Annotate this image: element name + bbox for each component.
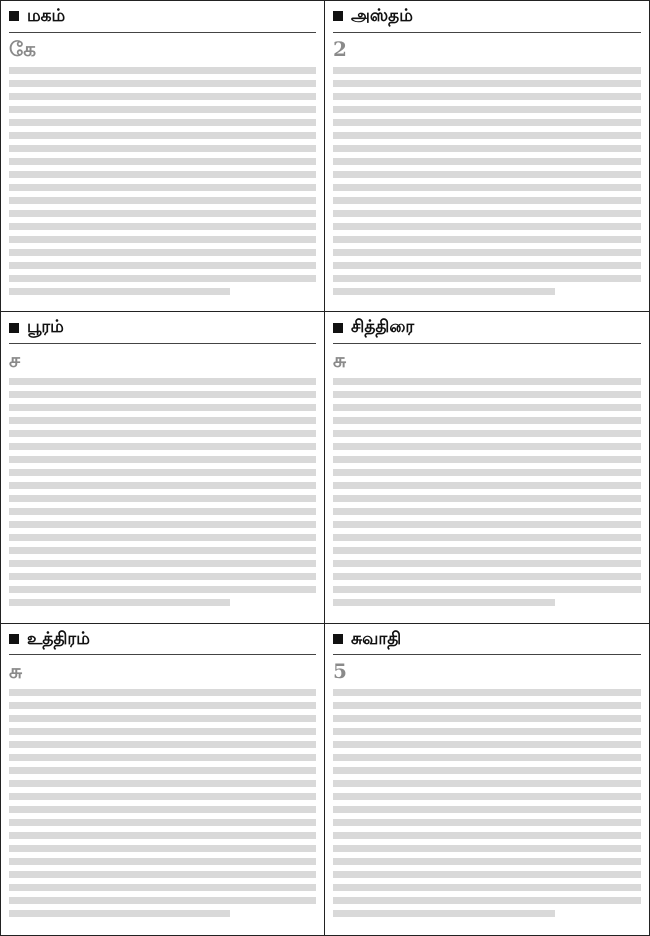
body-text-placeholder: [333, 689, 641, 917]
section-title: உத்திரம்: [27, 628, 90, 649]
section-body: [9, 350, 316, 606]
body-text-placeholder: [9, 67, 316, 295]
section-heading: [333, 318, 641, 337]
drop-cap: 5: [333, 659, 347, 684]
heading-rule: [333, 343, 641, 344]
section-body: [9, 36, 316, 295]
section-body: [333, 661, 641, 917]
section-title: மகம்: [27, 6, 66, 26]
heading-rule: [9, 343, 316, 344]
drop-cap: ச: [9, 348, 21, 373]
section-body: [333, 36, 641, 295]
body-text-placeholder: [333, 67, 641, 295]
bullet-square-icon: [9, 11, 19, 21]
body-text-placeholder: [9, 378, 316, 606]
drop-cap: சு: [333, 348, 347, 373]
heading-rule: [9, 32, 316, 33]
section-pooram: [1, 312, 325, 623]
section-body: [9, 661, 316, 917]
section-heading: [9, 318, 316, 337]
section-title: சித்திரை: [351, 317, 415, 338]
heading-rule: [333, 32, 641, 33]
bullet-square-icon: [333, 634, 343, 644]
body-text-placeholder: [9, 689, 316, 917]
section-magam: [1, 1, 325, 312]
section-title: சுவாதி: [351, 628, 402, 649]
section-heading: [333, 630, 641, 649]
section-astham: [325, 1, 649, 312]
section-body: [333, 350, 641, 606]
section-swathi: [325, 624, 649, 935]
section-title: பூரம்: [27, 317, 64, 338]
drop-cap: 2: [333, 36, 347, 61]
body-text-placeholder: [333, 378, 641, 606]
section-chithirai: [325, 312, 649, 623]
bullet-square-icon: [333, 323, 343, 333]
bullet-square-icon: [9, 323, 19, 333]
heading-rule: [333, 654, 641, 655]
section-title: அஸ்தம்: [351, 6, 413, 26]
bullet-square-icon: [9, 634, 19, 644]
section-uthiram: [1, 624, 325, 935]
drop-cap: சு: [9, 659, 23, 684]
section-heading: [9, 7, 316, 26]
drop-cap: கே: [9, 36, 36, 61]
heading-rule: [9, 654, 316, 655]
bullet-square-icon: [333, 11, 343, 21]
section-heading: [9, 630, 316, 649]
section-heading: [333, 7, 641, 26]
